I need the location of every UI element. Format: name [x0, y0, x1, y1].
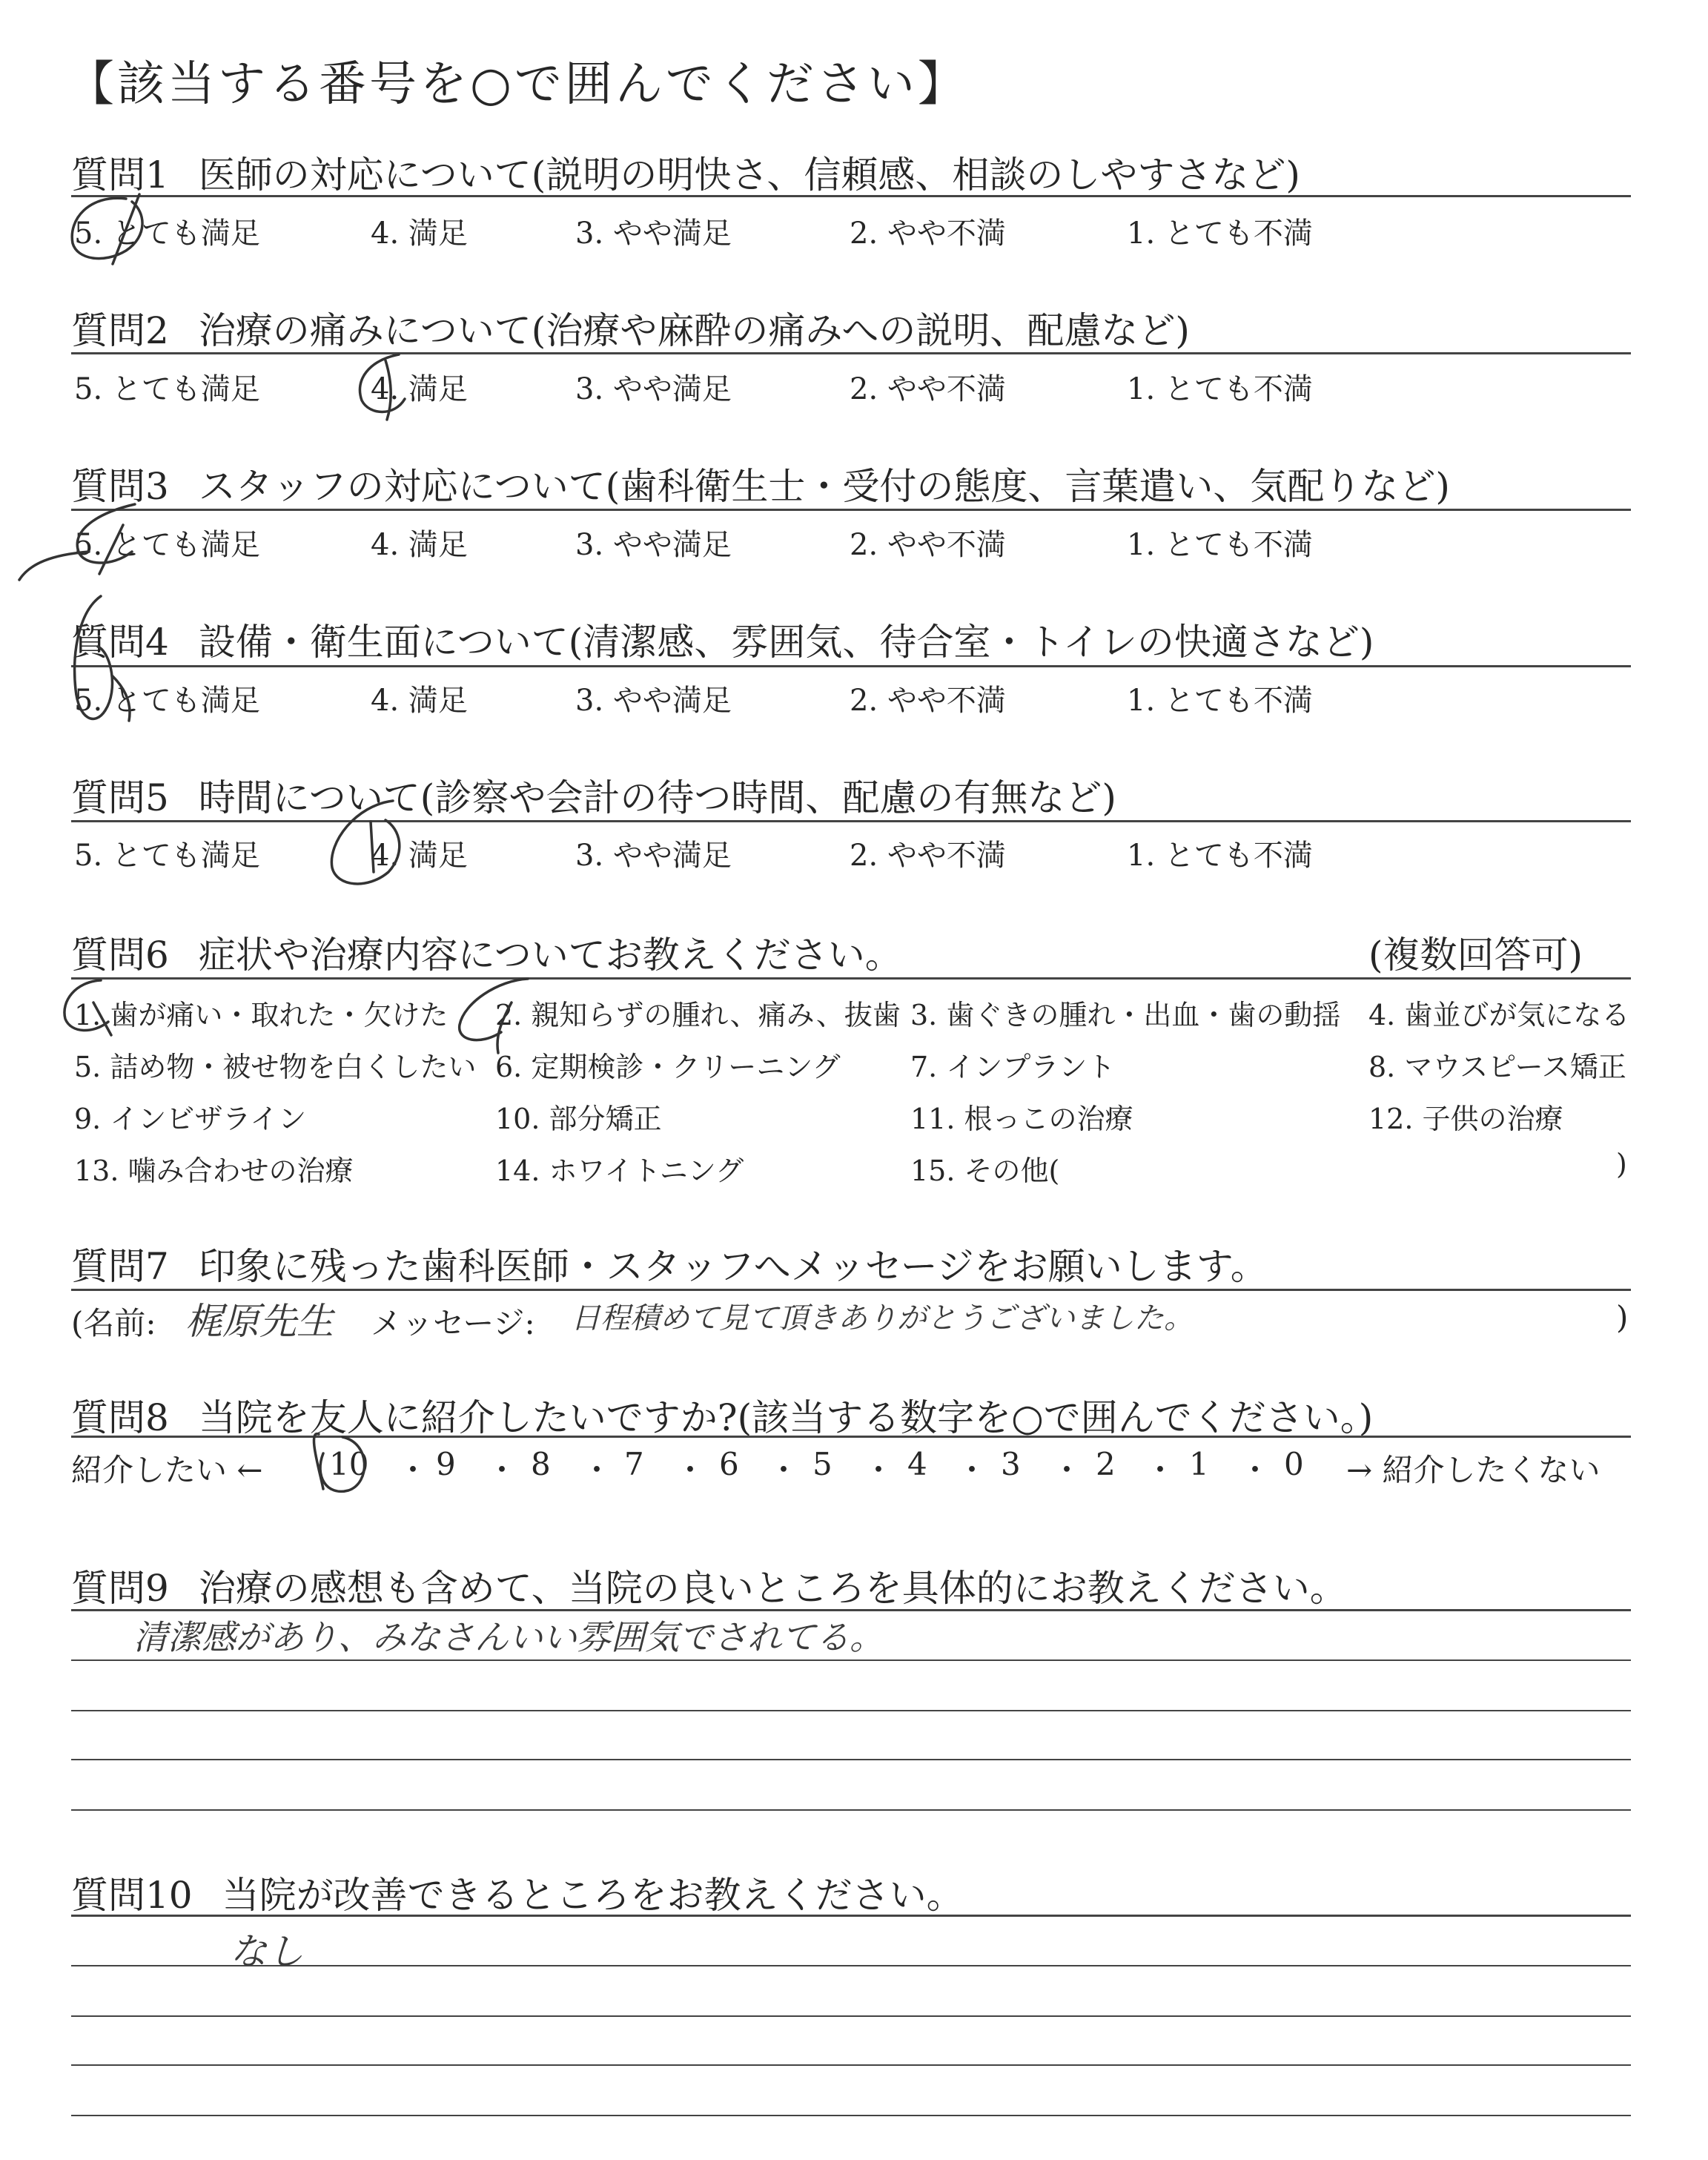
q5-option-2[interactable]: 2. やや不満 — [850, 839, 1006, 873]
question-5-rule — [71, 820, 1631, 822]
q5-option-4[interactable]: 4. 満足 — [371, 839, 468, 873]
q6-option-13[interactable]: 13. 噛み合わせの治療 — [74, 1155, 354, 1187]
question-4-number: 質問4 — [71, 621, 169, 664]
q8-left-label: 紹介したい ← — [71, 1452, 263, 1488]
q6-option-12[interactable]: 12. 子供の治療 — [1368, 1103, 1563, 1135]
q6-option-8[interactable]: 8. マウスピース矯正 — [1368, 1051, 1626, 1083]
q8-scale-10[interactable]: 10 — [329, 1446, 369, 1482]
q6-option-15-close: ) — [1616, 1148, 1627, 1180]
question-7-title — [71, 1237, 1268, 1290]
q3-option-3[interactable]: 3. やや満足 — [575, 528, 732, 562]
question-10-number: 質問10 — [71, 1874, 193, 1917]
q6-option-5[interactable]: 5. 詰め物・被せ物を白くしたい — [74, 1051, 477, 1083]
q8-dot: ・ — [863, 1452, 895, 1488]
q10-answer-line — [71, 1965, 1631, 1966]
question-6-number: 質問6 — [71, 934, 169, 977]
question-5-number: 質問5 — [71, 776, 169, 819]
q8-dot: ・ — [768, 1452, 800, 1488]
q10-answer-line — [71, 2015, 1631, 2017]
question-8-title — [71, 1388, 1373, 1441]
question-4-title — [71, 612, 1374, 666]
q5-option-1[interactable]: 1. とても不満 — [1127, 839, 1313, 873]
question-6-rule — [71, 977, 1631, 980]
q1-option-5[interactable]: 5. とても満足 — [74, 217, 260, 251]
q8-scale-3[interactable]: 3 — [1001, 1446, 1021, 1482]
q8-scale-7[interactable]: 7 — [624, 1446, 644, 1482]
q7-name-value[interactable]: 梶原先生 — [185, 1300, 334, 1343]
q6-option-4[interactable]: 4. 歯並びが気になる — [1368, 999, 1630, 1031]
q2-option-1[interactable]: 1. とても不満 — [1127, 372, 1313, 406]
question-2-text: 治療の痛みについて(治療や麻酔の痛みへの説明、配慮など) — [198, 309, 1190, 352]
q8-scale-6[interactable]: 6 — [719, 1446, 739, 1482]
question-10-text: 当院が改善できるところをお教えください。 — [222, 1874, 964, 1917]
q2-option-2[interactable]: 2. やや不満 — [850, 372, 1006, 406]
q8-right-label: → 紹介したくない — [1346, 1452, 1601, 1488]
q8-dot: ・ — [1051, 1452, 1083, 1488]
q8-scale-9[interactable]: 9 — [436, 1446, 456, 1482]
q9-answer-line — [71, 1710, 1631, 1711]
q10-answer-line — [71, 2115, 1631, 2116]
q9-answer-line — [71, 1809, 1631, 1811]
q1-option-4[interactable]: 4. 満足 — [371, 217, 468, 251]
question-7-rule — [71, 1289, 1631, 1291]
q1-option-2[interactable]: 2. やや不満 — [850, 217, 1006, 251]
q9-answer[interactable]: 清潔感があり、みなさんいい雰囲気でされてる。 — [133, 1617, 884, 1657]
question-3-text: スタッフの対応について(歯科衛生士・受付の態度、言葉遣い、気配りなど) — [198, 465, 1450, 508]
question-9-number: 質問9 — [71, 1567, 169, 1610]
question-6-title — [71, 925, 902, 979]
q9-answer-line — [71, 1759, 1631, 1760]
question-9-title — [71, 1559, 1347, 1612]
q2-option-5[interactable]: 5. とても満足 — [74, 372, 260, 406]
question-8-rule — [71, 1436, 1631, 1438]
q8-dot: ・ — [581, 1452, 613, 1488]
q6-option-9[interactable]: 9. インビザライン — [74, 1103, 307, 1135]
question-3-number: 質問3 — [71, 465, 169, 508]
q1-option-3[interactable]: 3. やや満足 — [575, 217, 732, 251]
q8-dot: ・ — [675, 1452, 706, 1488]
q7-message-label: メッセージ: — [371, 1305, 535, 1341]
q8-scale-2[interactable]: 2 — [1096, 1446, 1116, 1482]
q6-option-14[interactable]: 14. ホワイトニング — [495, 1155, 744, 1187]
q10-answer-line — [71, 2064, 1631, 2066]
page-heading: 【該当する番号を○で囲んでください】 — [67, 57, 968, 112]
q10-answer[interactable]: なし — [230, 1930, 304, 1973]
question-10-rule — [71, 1915, 1631, 1917]
q7-message-value[interactable]: 日程積めて見て頂きありがとうございました。 — [571, 1301, 1194, 1335]
q6-option-1[interactable]: 1. 歯が痛い・取れた・欠けた — [74, 999, 448, 1031]
question-8-text: 当院を友人に紹介したいですか?(該当する数字を○で囲んでください。) — [198, 1396, 1374, 1439]
question-1-rule — [71, 195, 1631, 197]
q8-scale-4[interactable]: 4 — [907, 1446, 927, 1482]
question-6-note: (複数回答可) — [1368, 934, 1583, 977]
q1-option-1[interactable]: 1. とても不満 — [1127, 217, 1313, 251]
q4-option-5[interactable]: 5. とても満足 — [74, 684, 260, 718]
question-10-title — [71, 1866, 964, 1919]
q6-option-15[interactable]: 15. その他( — [910, 1155, 1060, 1187]
question-7-text: 印象に残った歯科医師・スタッフへメッセージをお願いします。 — [198, 1245, 1268, 1288]
question-5-title — [71, 768, 1116, 822]
question-8-number: 質問8 — [71, 1396, 169, 1439]
q8-scale-0[interactable]: 0 — [1284, 1446, 1304, 1482]
question-1-title — [71, 145, 1300, 199]
question-9-text: 治療の感想も含めて、当院の良いところを具体的にお教えください。 — [198, 1567, 1347, 1610]
q4-option-4[interactable]: 4. 満足 — [371, 684, 468, 718]
q8-dot: ・ — [1239, 1452, 1271, 1488]
q4-option-2[interactable]: 2. やや不満 — [850, 684, 1006, 718]
q8-dot: ・ — [1145, 1452, 1176, 1488]
q8-dot: ・ — [397, 1452, 429, 1488]
q6-option-10[interactable]: 10. 部分矯正 — [495, 1103, 662, 1135]
q3-option-2[interactable]: 2. やや不満 — [850, 528, 1006, 562]
q5-option-5[interactable]: 5. とても満足 — [74, 839, 260, 873]
q6-option-6[interactable]: 6. 定期検診・クリーニング — [495, 1051, 841, 1083]
question-1-number: 質問1 — [71, 153, 169, 196]
q9-answer-line — [71, 1659, 1631, 1661]
q6-option-11[interactable]: 11. 根っこの治療 — [910, 1103, 1133, 1135]
q8-dot: ・ — [486, 1452, 518, 1488]
question-3-rule — [71, 509, 1631, 511]
q4-option-1[interactable]: 1. とても不満 — [1127, 684, 1313, 718]
q3-option-5[interactable]: 5. とても満足 — [74, 528, 260, 562]
q6-option-2[interactable]: 2. 親知らずの腫れ、痛み、抜歯 — [495, 999, 901, 1031]
q3-option-4[interactable]: 4. 満足 — [371, 528, 468, 562]
q2-option-3[interactable]: 3. やや満足 — [575, 372, 732, 406]
question-1-text: 医師の対応について(説明の明快さ、信頼感、相談のしやすさなど) — [198, 153, 1300, 196]
q8-scale-5[interactable]: 5 — [812, 1446, 833, 1482]
q8-dot: ・ — [956, 1452, 988, 1488]
q8-scale-1[interactable]: 1 — [1189, 1446, 1209, 1482]
q4-option-3[interactable]: 3. やや満足 — [575, 684, 732, 718]
question-3-title — [71, 457, 1450, 510]
question-7-number: 質問7 — [71, 1245, 169, 1288]
q6-option-3[interactable]: 3. 歯ぐきの腫れ・出血・歯の動揺 — [910, 999, 1341, 1031]
q7-close-paren: ) — [1616, 1299, 1629, 1335]
question-2-title — [71, 301, 1190, 354]
q3-option-1[interactable]: 1. とても不満 — [1127, 528, 1313, 562]
q2-option-4[interactable]: 4. 満足 — [371, 372, 468, 406]
question-2-rule — [71, 352, 1631, 354]
question-6-text: 症状や治療内容についてお教えください。 — [198, 934, 902, 977]
q7-name-label: (名前: — [71, 1305, 156, 1341]
question-4-rule — [71, 665, 1631, 667]
question-2-number: 質問2 — [71, 309, 169, 352]
q5-option-3[interactable]: 3. やや満足 — [575, 839, 732, 873]
q8-scale-8[interactable]: 8 — [531, 1446, 551, 1482]
question-4-text: 設備・衛生面について(清潔感、雰囲気、待合室・トイレの快適さなど) — [198, 621, 1374, 664]
question-5-text: 時間について(診察や会計の待つ時間、配慮の有無など) — [198, 776, 1116, 819]
q6-option-7[interactable]: 7. インプラント — [910, 1051, 1116, 1083]
